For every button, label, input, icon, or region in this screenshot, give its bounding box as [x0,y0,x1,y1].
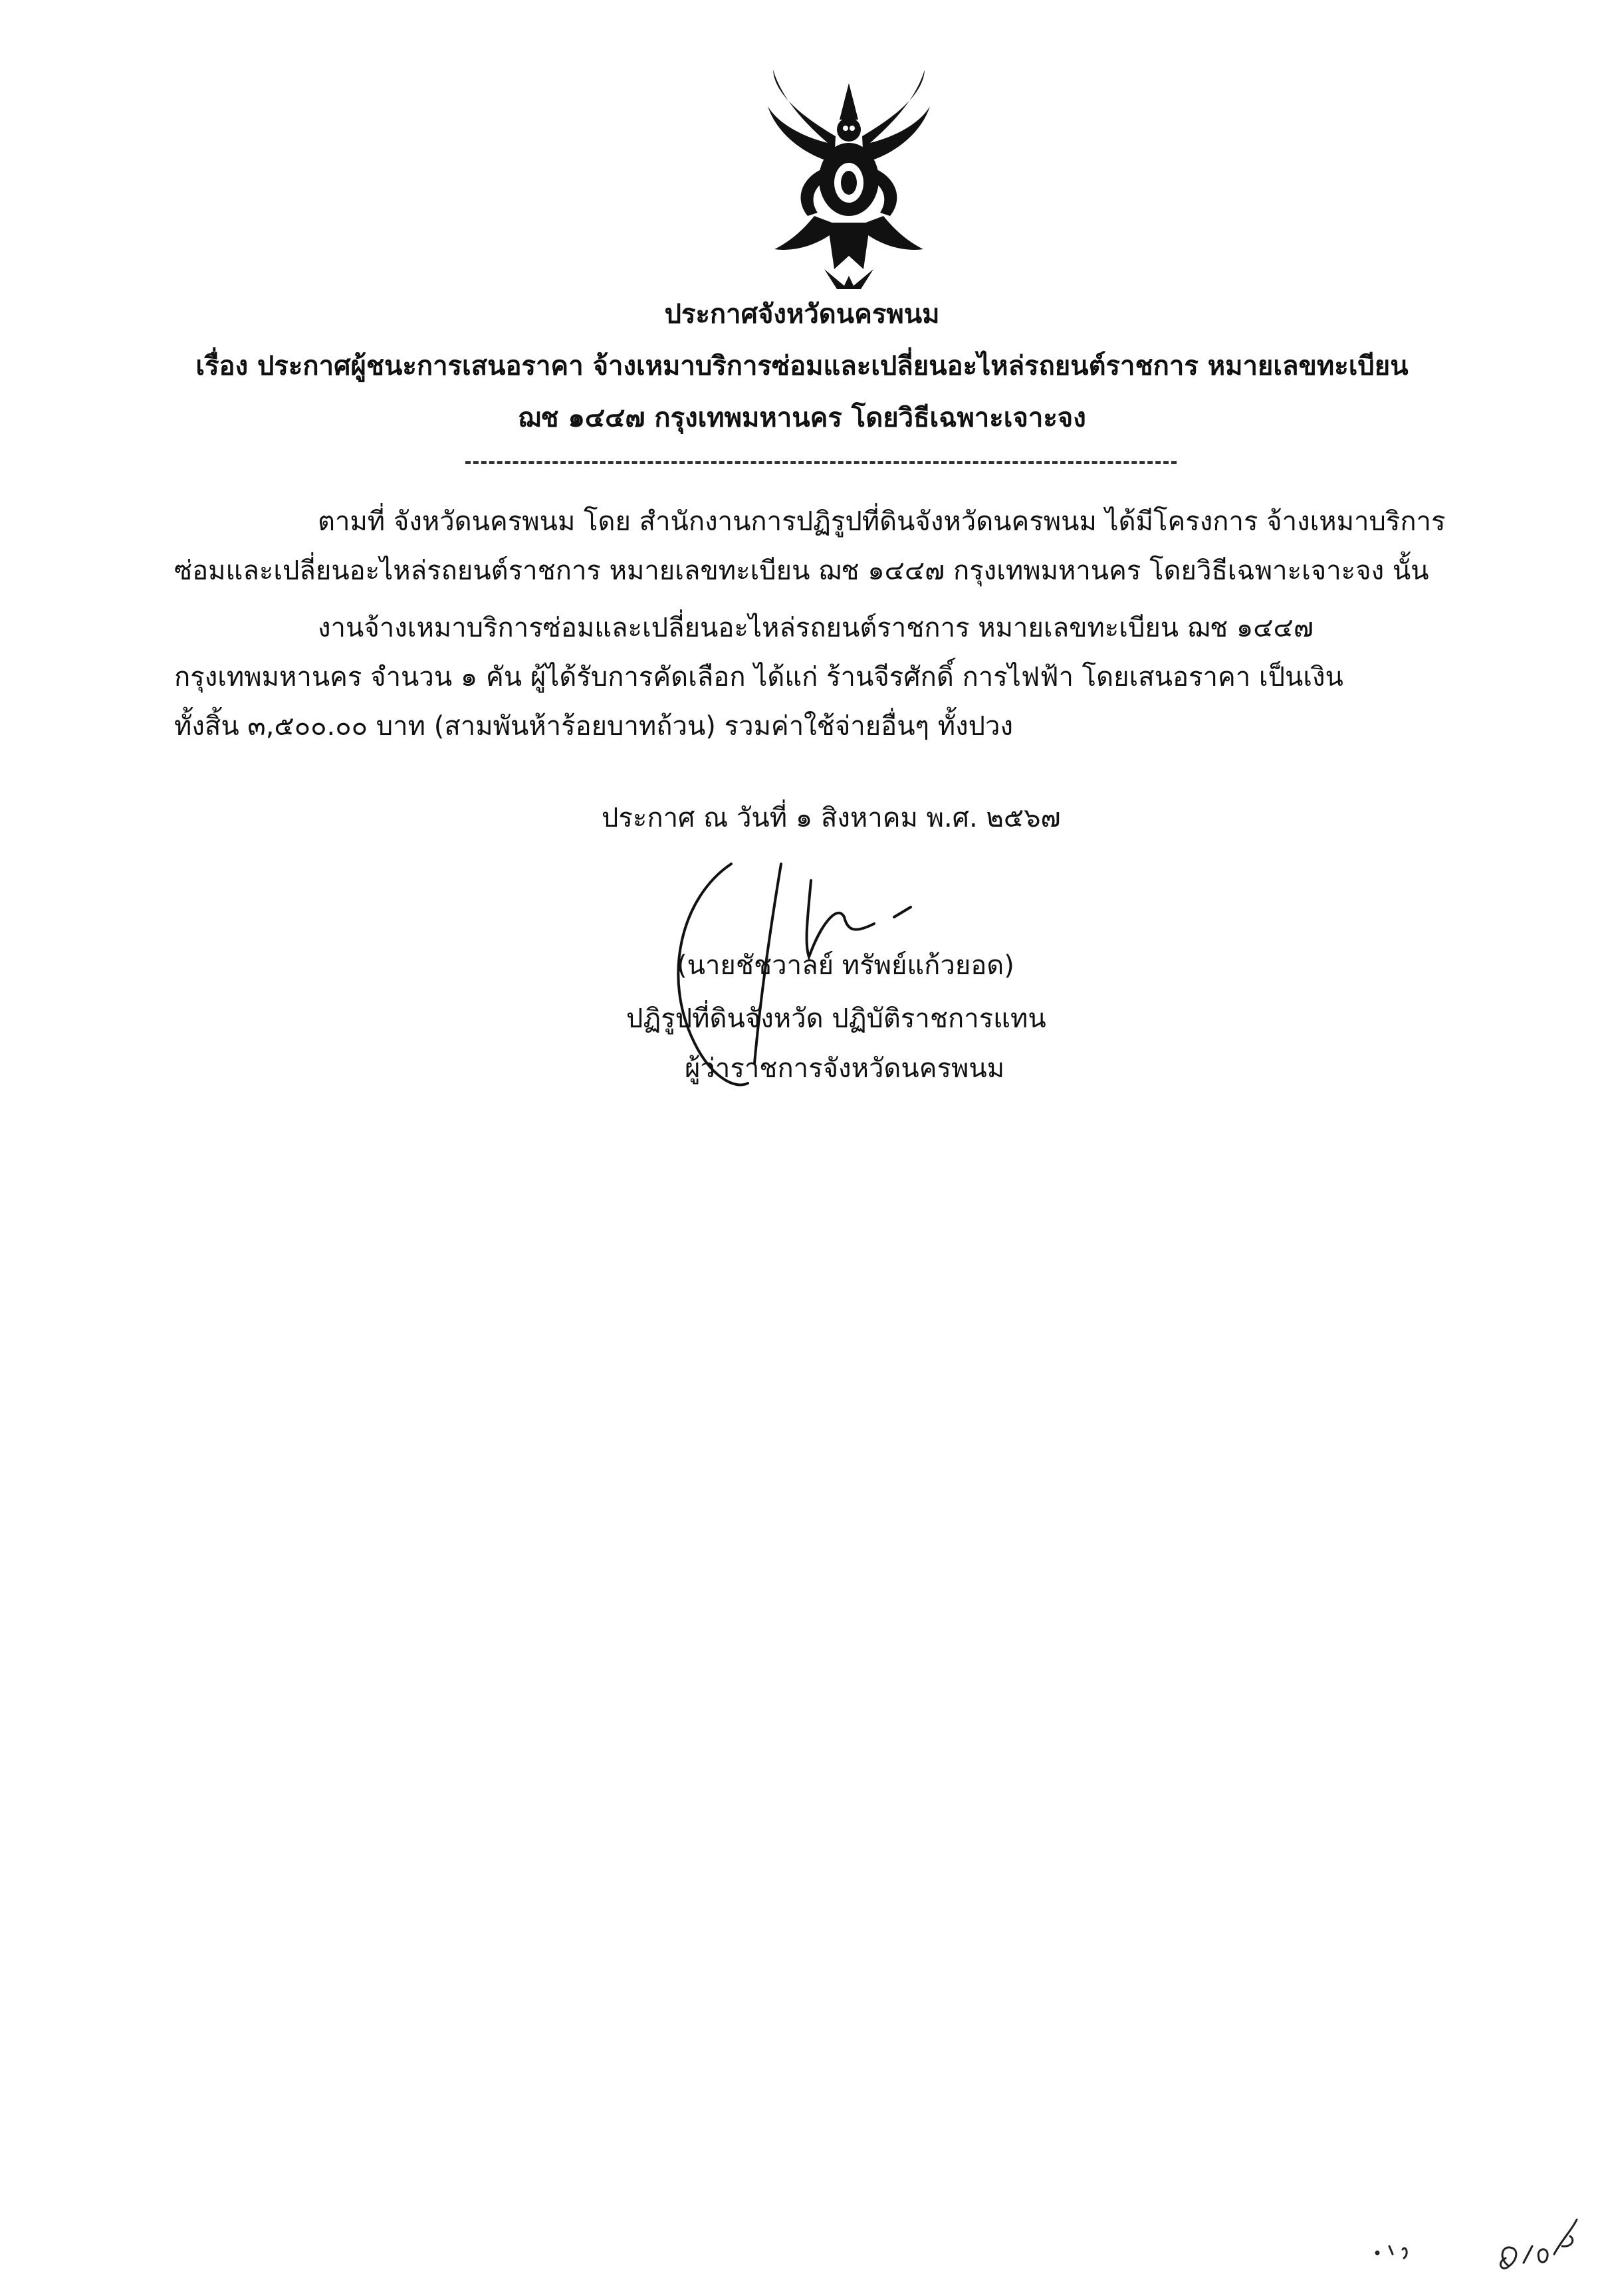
paragraph-1-line-1: ตามที่ จังหวัดนครพนม โดย สำนักงานการปฏิรูปที่ดินจังหวัดนครพนม ได้มีโครงการ จ้างเหมาบริการ [318,506,1446,537]
subject-line-1: เรื่อง ประกาศผู้ชนะการเสนอราคา จ้างเหมาบริการซ่อมและเปลี่ยนอะไหล่รถยนต์ราชการ หมายเลขทะเบียน [195,351,1409,381]
paragraph-2-line-3: ทั้งสิ้น ๓,๕๐๐.๐๐ บาท (สามพันห้าร้อยบาทถ้วน) รวมค่าใช้จ่ายอื่นๆ ทั้งปวง [174,711,1014,742]
signer-position-1: ปฏิรูปที่ดินจังหวัด ปฏิบัติราชการแทน [626,1003,1046,1034]
paragraph-1-line-2: ซ่อมและเปลี่ยนอะไหล่รถยนต์ราชการ หมายเลขทะเบียน ฌช ๑๔๔๗ กรุงเทพมหานคร โดยวิธีเฉพาะเจาะจง นั้น [174,556,1429,586]
handwritten-note-icon [1343,2200,1595,2279]
announcement-title: ประกาศจังหวัดนครพนม [664,299,940,330]
signer-name: (นายชัชวาลย์ ทรัพย์แก้วยอด) [677,950,1014,981]
paragraph-2-line-2: กรุงเทพมหานคร จำนวน ๑ คัน ผู้ได้รับการคัดเลือก ได้แก่ ร้านจีรศักดิ์ การไฟฟ้า โดยเสนอราคา เป็นเงิน [174,662,1343,692]
divider [465,461,1177,464]
signer-position-2: ผู้ว่าราชการจังหวัดนครพนม [685,1053,1005,1084]
garuda-emblem-icon [761,56,937,292]
paragraph-2-line-1: งานจ้างเหมาบริการซ่อมและเปลี่ยนอะไหล่รถยนต์ราชการ หมายเลขทะเบียน ฌช ๑๔๔๗ [318,613,1314,643]
announce-date: ประกาศ ณ วันที่ ๑ สิงหาคม พ.ศ. ๒๕๖๗ [602,803,1061,833]
subject-line-2: ฌช ๑๔๔๗ กรุงเทพมหานคร โดยวิธีเฉพาะเจาะจง [518,403,1086,433]
